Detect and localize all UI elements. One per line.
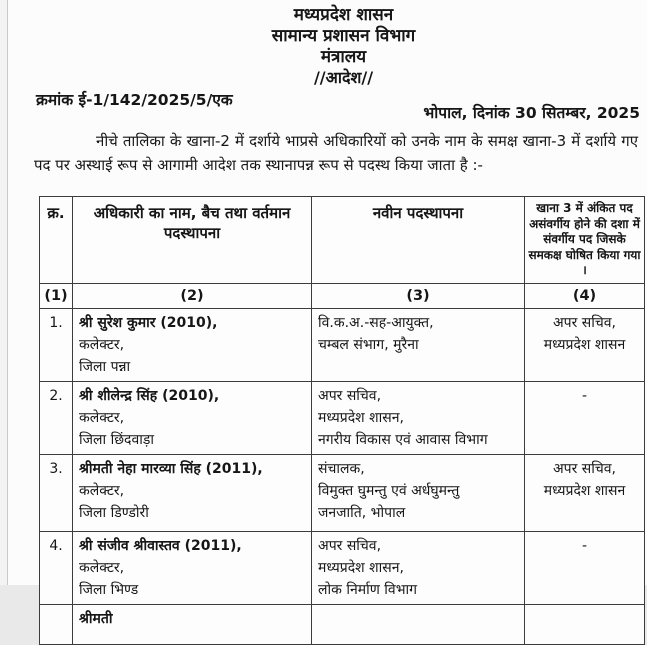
col-number-4: (4) xyxy=(525,283,645,308)
table-head xyxy=(40,197,645,309)
cell-line: श्री शीलेन्द्र सिंह (2010), xyxy=(79,387,220,404)
order-paragraph: नीचे तालिका के खाना-2 में दर्शाये भाप्रसे अधिकारियों को उनके नाम के समक्ष खाना-3 में दर्शाये गए पद पर अस्थाई रूप से आगामी आदेश तक स्थानापन्न रूप से पदस्थ किया जाता है :- xyxy=(34,132,638,174)
cell-line: मध्यप्रदेश शासन, xyxy=(318,559,404,576)
col-number-3: (3) xyxy=(312,283,525,308)
table-body xyxy=(40,308,645,644)
officer-name-cell xyxy=(73,531,312,604)
cell-line: लोक निर्माण विभाग xyxy=(318,581,418,598)
equivalent-post-cell xyxy=(525,454,645,531)
row-serial xyxy=(40,604,73,644)
posting-table xyxy=(39,196,645,645)
cell-line: कलेक्टर, xyxy=(79,336,125,353)
cell-line: - xyxy=(581,387,588,404)
cell-line: विमुक्त घुमन्तु एवं अर्धघुमन्तु xyxy=(318,482,460,499)
cell-line: - xyxy=(581,537,588,554)
cell-line: जिला छिंदवाड़ा xyxy=(79,431,154,448)
table-row xyxy=(40,381,645,454)
cell-line: वि.क.अ.-सह-आयुक्त, xyxy=(318,314,434,331)
new-posting-cell xyxy=(312,531,525,604)
reference-row xyxy=(36,88,640,123)
header-new-posting: नवीन पदस्थापना xyxy=(312,197,525,284)
table-row xyxy=(40,604,645,644)
table-row xyxy=(40,454,645,531)
equivalent-post-cell xyxy=(525,308,645,381)
column-number-row xyxy=(40,283,645,308)
new-posting-cell xyxy=(312,454,525,531)
reference-number: क्रमांक ई-1/142/2025/5/एक xyxy=(36,91,233,109)
row-serial: 4. xyxy=(40,531,73,604)
cell-line: मध्यप्रदेश शासन xyxy=(543,482,626,499)
equivalent-post-cell xyxy=(525,381,645,454)
cell-line: कलेक्टर, xyxy=(79,559,125,576)
table-row xyxy=(40,308,645,381)
cell-line: श्री सुरेश कुमार (2010), xyxy=(79,314,218,331)
officer-name-cell xyxy=(73,308,312,381)
cell-line: चम्बल संभाग, मुरैना xyxy=(318,336,419,353)
row-serial: 1. xyxy=(40,308,73,381)
officer-name-cell xyxy=(73,454,312,531)
officer-name-cell xyxy=(73,381,312,454)
col-number-2: (2) xyxy=(73,283,312,308)
header-equivalent-post: खाना 3 में अंकित पद असंवर्गीय होने की दशा में संवर्गीय पद जिसके समकक्ष घोषित किया गया । xyxy=(525,197,645,284)
cell-line: अपर सचिव, xyxy=(552,460,617,477)
equivalent-post-cell xyxy=(525,531,645,604)
cell-line: संचालक, xyxy=(318,460,365,477)
cell-line: अपर सचिव, xyxy=(552,314,617,331)
cell-line: श्रीमती नेहा मारव्या सिंह (2011), xyxy=(79,460,263,477)
new-posting-cell xyxy=(312,381,525,454)
scan-left-edge xyxy=(0,0,8,585)
cell-line: मध्यप्रदेश शासन, xyxy=(318,409,404,426)
ministry-title: मंत्रालय xyxy=(320,47,367,67)
col-number-1: (1) xyxy=(40,283,73,308)
row-serial: 2. xyxy=(40,381,73,454)
cell-line: कलेक्टर, xyxy=(79,409,125,426)
table-header-row xyxy=(40,197,645,284)
cell-line: अपर सचिव, xyxy=(318,537,382,554)
cell-line: जनजाति, भोपाल xyxy=(318,504,406,521)
officer-name-cell xyxy=(73,604,312,644)
order-title: //आदेश// xyxy=(313,68,374,87)
new-posting-cell xyxy=(312,308,525,381)
department-title: सामान्य प्रशासन विभाग xyxy=(271,26,416,46)
header-serial: क्र. xyxy=(40,197,73,284)
table-row xyxy=(40,531,645,604)
cell-line: जिला भिण्ड xyxy=(79,581,139,598)
cell-line: नगरीय विकास एवं आवास विभाग xyxy=(318,431,488,448)
cell-line: जिला पन्ना xyxy=(79,358,131,375)
cell-line: अपर सचिव, xyxy=(318,387,382,404)
document-header xyxy=(44,5,643,88)
govt-title: मध्यप्रदेश शासन xyxy=(293,5,394,25)
cell-line: कलेक्टर, xyxy=(79,482,125,499)
row-serial: 3. xyxy=(40,454,73,531)
cell-line: श्री संजीव श्रीवास्तव (2011), xyxy=(79,537,242,554)
cell-line: मध्यप्रदेश शासन xyxy=(543,336,626,353)
cell-line: श्रीमती xyxy=(79,610,113,627)
header-officer-name: अधिकारी का नाम, बैच तथा वर्तमान पदस्थापना xyxy=(73,197,312,284)
equivalent-post-cell xyxy=(525,604,645,644)
cell-line: जिला डिण्डोरी xyxy=(79,504,149,521)
place-and-date: भोपाल, दिनांक 30 सितम्बर, 2025 xyxy=(423,104,640,122)
new-posting-cell xyxy=(312,604,525,644)
